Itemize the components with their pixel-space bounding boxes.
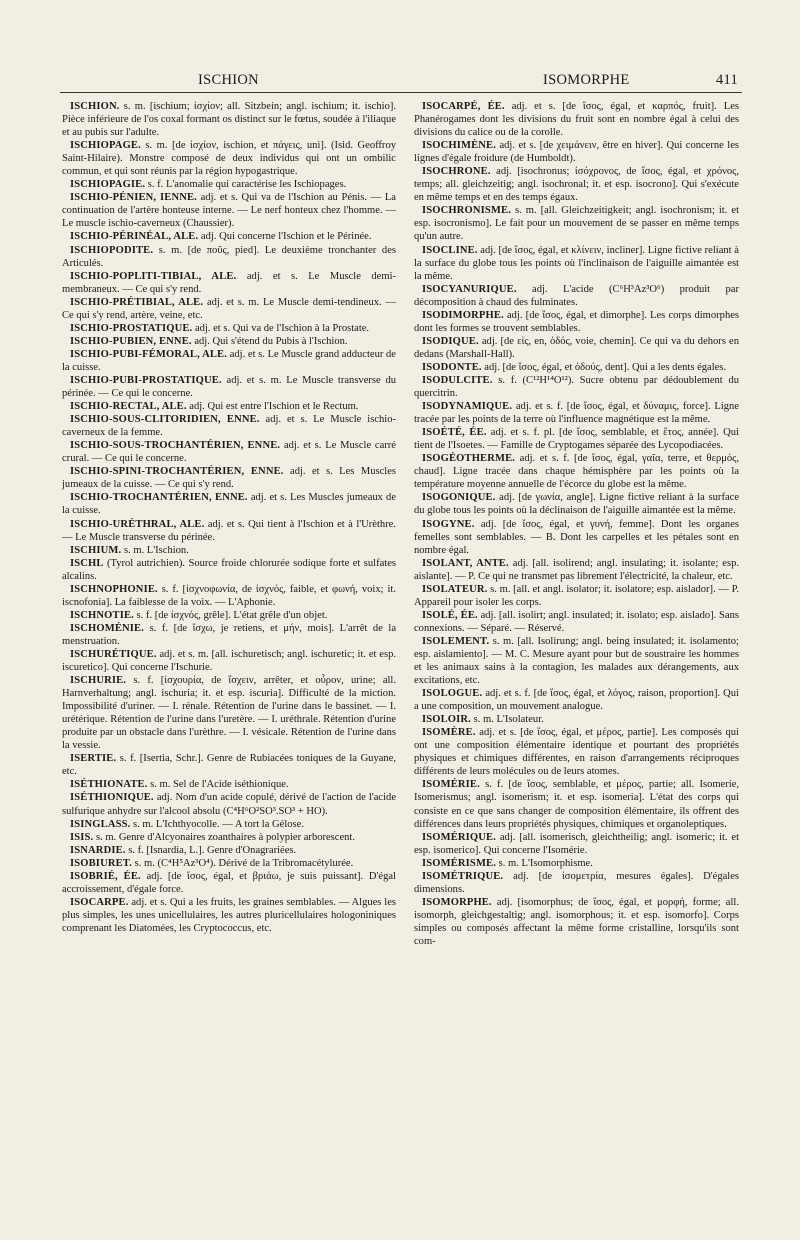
entry-definition: adj. L'acide (C⁶H³Az³O⁶) produit par décomposition à chaud des fulminates. [414, 283, 739, 308]
dictionary-entry [414, 361, 739, 374]
entry-headword: ISODULCITE. [422, 374, 493, 386]
dictionary-entry [62, 831, 396, 844]
entry-definition: s. m. [de ἰσχίον, ischion, et πάγεις, uni]. (Isid. Geoffroy Saint-Hilaire). Monstre composé de deux individus qui ont un ombilic commun, et qui sont réunis par la région hypogastrique. [62, 140, 396, 178]
entry-headword: ISOMÉRIQUE. [422, 831, 497, 843]
entry-definition: adj. et s. f. [de ἴσος, égal, γαῖα, terre, et θερμός, chaud]. Ligne tracée dans chaque hémisphère par les points où la température moyenne annuelle de l'écorce du globe est la même. [414, 453, 739, 491]
entry-headword: ISCHIOPODITE. [70, 244, 154, 256]
entry-headword: ISCHIO-PUBI-PROSTATIQUE. [70, 374, 222, 386]
entry-definition: adj. et s. f. [de ἴσος, égal, et δύναμις, force]. Ligne tracée par les points de la terre où l'influence magnétique est la même. [414, 401, 739, 426]
entry-definition: s. f. L'anomalie qui caractérise les Ischiopages. [145, 179, 347, 191]
entry-headword: ISCHIO-PÉNIEN, IENNE. [70, 192, 197, 204]
entry-headword: ISCHIO-SPINI-TROCHANTÉRIEN, ENNE. [70, 466, 284, 478]
entry-definition: adj. [isochronus; ἰσόχρονος, de ἴσος, égal, et χρόνος, temps; all. gleichzeitig; angl. isochronal; it. et esp. isocrono]. Qui s'exécute en même temps et en des temps égaux. [414, 166, 739, 204]
dictionary-entry [62, 178, 396, 191]
dictionary-entry [414, 609, 739, 635]
entry-headword: ISODIMORPHE. [422, 309, 504, 321]
entry-definition: adj. et s. m. Le Muscle transverse du périnée. — Ce qui le concerne. [62, 374, 396, 400]
dictionary-entry [62, 518, 396, 544]
entry-definition: s. m. (C⁴H⁵Az³O⁴). Dérivé de la Tribromacétylurée. [131, 857, 354, 869]
entry-headword: ISINGLASS. [70, 818, 131, 830]
entry-headword: ISODYNAMIQUE. [422, 401, 513, 413]
entry-definition: adj. [de ἴσος, égal, et κλίνειν, incliner]. Ligne fictive reliant à la surface du globe tous les points où l'inclinaison de l'aiguille aimantée est la même. [414, 244, 739, 282]
dictionary-entry [62, 270, 396, 296]
entry-definition: adj. et s. [de ἴσος, égal, et καρπός, fruit]. Les Phanérogames dont les divisions du fruit sont en nombre égal à celui des divisions du calice ou de la corolle. [414, 101, 739, 139]
entry-headword: ISÉTHIONATE. [70, 779, 148, 791]
dictionary-entry [62, 674, 396, 752]
entry-headword: ISODONTE. [422, 361, 482, 373]
entry-headword: ISCHIOPAGE. [70, 140, 141, 152]
entry-headword: ISCHIOPAGIE. [70, 179, 146, 191]
entry-definition: adj. et s. Les Muscles jumeaux de la cuisse. — Ce qui s'y rend. [62, 466, 396, 491]
dictionary-entry [62, 191, 396, 230]
right-guide-word: ISOMORPHE [543, 72, 630, 88]
entry-definition: adj. [de ἴσος, égal, et ὀδούς, dent]. Qui a les dents égales. [481, 361, 727, 373]
entry-headword: ISOLANT, ANTE. [422, 557, 509, 569]
entry-headword: ISOCARPÉ, ÉE. [422, 101, 505, 112]
entry-definition: s. m. [de ποῦς, pied]. Le deuxième tronchanter des Articulés. [62, 244, 396, 269]
left-guide-word: ISCHION [198, 72, 259, 88]
entry-definition: adj. et s. Le Muscle carré crural. — Ce qui le concerne. [62, 440, 396, 465]
entry-headword: ISODIQUE. [422, 335, 479, 347]
entry-definition: s. m. L'Isolateur. [470, 714, 544, 726]
entry-definition: adj. [de γωνία, angle]. Ligne fictive reliant à la surface du globe tous les points où la déclinaison de l'aiguille aimantée est la même. [414, 492, 739, 517]
dictionary-entry [62, 491, 396, 517]
dictionary-entry [414, 870, 739, 896]
page-number: 411 [716, 72, 739, 88]
entry-definition: s. f. [de ἴσχω, je retiens, et μήν, mois]. L'arrêt de la menstruation. [62, 622, 396, 647]
entry-definition: s. m. [all. Gleichzeitigkeit; angl. isochronism; it. et esp. isocronismo]. Le fait pour un mouvement de se passer en même temps qu'un autre. [414, 205, 739, 243]
entry-definition: adj. et s. Qui a les fruits, les graines semblables. — Algues les plus simples, les unes unicellulaires, les autres pluricellulaires hologoniniques comprenant les Diatomées, les Cryptococcus, etc. [62, 896, 396, 934]
dictionary-entry [62, 335, 396, 348]
dictionary-entry [62, 296, 396, 322]
entry-definition: adj. et s. m. Le Muscle demi-tendineux. — Ce qui s'y rend, artère, veine, etc. [62, 296, 396, 321]
entry-definition: adj. [de ἴσος, égal, et dimorphe]. Les corps dimorphes dont les formes se trouvent semblables. [414, 309, 739, 334]
entry-headword: ISOCHRONE. [422, 166, 491, 178]
dictionary-entry [62, 844, 396, 857]
entry-headword: ISCHIO-POPLITI-TIBIAL, ALE. [70, 270, 237, 282]
entry-definition: adj. et s. Qui va de l'Ischion au Pénis. — La continuation de l'artère honteuse interne. — Le nerf honteux chez l'homme. — Le muscle ischio-caverneux (Chaussier). [62, 192, 396, 230]
entry-headword: ISCHURÉTIQUE. [70, 648, 157, 660]
dictionary-entry [62, 439, 396, 465]
entry-definition: adj. [all. isomerisch, gleichtheilig; angl. isomeric; it. et esp. isomerico]. Qui concerne l'Isomérie. [414, 831, 739, 856]
entry-headword: ISCHURIE. [70, 675, 127, 687]
entry-headword: ISERTIE. [70, 753, 117, 765]
right-column [414, 100, 739, 948]
entry-definition: s. f. [Isertia, Schr.]. Genre de Rubiacées toniques de la Guyane, etc. [62, 753, 396, 778]
dictionary-entry [414, 204, 739, 243]
entry-definition: adj. et s. Qui va de l'Ischion à la Prostate. [192, 322, 370, 334]
dictionary-entry [414, 713, 739, 726]
dictionary-entry [414, 400, 739, 426]
entry-headword: ISOGYNE. [422, 518, 475, 530]
entry-headword: ISCHIO-TROCHANTÉRIEN, ENNE. [70, 492, 248, 504]
left-column [62, 100, 396, 935]
entry-definition: adj. et s. Qui tient à l'Ischion et à l'Urèthre. — Le Muscle transverse du périnée. [62, 518, 396, 543]
dictionary-entry [62, 648, 396, 674]
entry-headword: ISCHNOTIE. [70, 609, 134, 621]
entry-headword: ISNARDIE. [70, 844, 126, 856]
dictionary-entry [62, 348, 396, 374]
entry-definition: s. m. L'Ichthyocolle. — A tort la Gélose. [130, 818, 304, 830]
dictionary-entry [414, 557, 739, 583]
entry-headword: ISCHIO-PÉRINÉAL, ALE. [70, 231, 199, 243]
entry-headword: ISOGÉOTHERME. [422, 453, 516, 465]
dictionary-entry [414, 491, 739, 517]
entry-definition: s. m. Genre d'Alcyonaires zoanthaires à polypier arborescent. [93, 831, 355, 843]
entry-headword: ISCHION. [70, 101, 120, 112]
dictionary-entry [62, 400, 396, 413]
entry-definition: adj. Nom d'un acide copulé, dérivé de l'action de l'acide sulfurique anhydre sur l'alcool absolu (C⁴H⁶O²SO³.SO³ + HO). [62, 792, 396, 817]
entry-definition: s. f. [ἰσχνοφωνία, de ἰσχνός, faible, et φωνή, voix; it. iscnofonia]. La faiblesse de la voix. — L'Aphonie. [62, 583, 396, 608]
entry-headword: ISOCHRONISME. [422, 205, 511, 217]
entry-headword: ISOBIURET. [70, 857, 132, 869]
dictionary-entry [414, 583, 739, 609]
dictionary-entry [62, 244, 396, 270]
dictionary-entry [414, 778, 739, 830]
entry-headword: ISCHIO-PUBIEN, ENNE. [70, 335, 192, 347]
entry-headword: ISIS. [70, 831, 94, 843]
dictionary-entry [414, 518, 739, 557]
entry-definition: adj. [isomorphus; de ἴσος, égal, et μορφή, forme; all. isomorph, gleichgestaltig; angl. isomorphous; it. et esp. isomorfo]. Corps simples ou composés affectant la même forme cristalline, lorsqu'ils sont com- [414, 896, 739, 947]
dictionary-entry [62, 139, 396, 178]
entry-definition: adj. Qui s'étend du Pubis à l'Ischion. [191, 335, 348, 347]
entry-definition: s. m. L'Isomorphisme. [496, 857, 593, 869]
entry-definition: adj. Qui est entre l'Ischion et le Rectum. [186, 401, 359, 413]
entry-headword: ISOMORPHE. [422, 896, 492, 908]
entry-definition: adj. et s. f. [de ἴσος, égal, et λόγος, raison, proportion]. Qui a une composition, un mouvement analogue. [414, 688, 739, 713]
dictionary-entry [62, 374, 396, 400]
entry-definition: adj. [all. isolirend; angl. insulating; it. isolante; esp. aislante]. — P. Ce qui ne transmet pas librement l'électricité, la chaleur, etc. [414, 557, 739, 582]
dictionary-entry [414, 426, 739, 452]
dictionary-entry [62, 896, 396, 935]
entry-definition: adj. [de ἴσος, égal, et βριάω, je suis puissant]. D'égal accroissement, d'égale force. [62, 870, 396, 895]
dictionary-entry [62, 544, 396, 557]
entry-headword: ISOCYANURIQUE. [422, 283, 517, 295]
entry-headword: ISOCARPE. [70, 896, 129, 908]
dictionary-entry [62, 870, 396, 896]
dictionary-entry [414, 100, 739, 139]
dictionary-entry [414, 896, 739, 948]
dictionary-entry [414, 831, 739, 857]
entry-definition: s. m. L'Ischion. [121, 544, 189, 556]
entry-headword: ISCHIO-SOUS-CLITORIDIEN, ENNE. [70, 414, 260, 426]
entry-headword: ISCHL [70, 557, 104, 569]
entry-definition: adj. Qui concerne l'Ischion et le Périnée. [198, 231, 372, 243]
dictionary-entry [414, 452, 739, 491]
header-rule [60, 92, 742, 93]
entry-headword: ISCHIO-URÉTHRAL, ALE. [70, 518, 205, 530]
entry-headword: ISOLOGUE. [422, 688, 483, 700]
entry-definition: s. m. [ischium; ἰσχίον; all. Sitzbein; angl. ischium; it. ischio]. Pièce inférieure de l'os coxal formant os distinct sur le fœtus, soudée à l'iliaque et au pubis sur l'adulte. [62, 101, 396, 139]
entry-definition: s. m. Sel de l'Acide iséthionique. [147, 779, 289, 791]
dictionary-entry [62, 100, 396, 139]
dictionary-entry [414, 635, 739, 687]
dictionary-entry [62, 791, 396, 817]
running-head [0, 72, 800, 94]
entry-headword: ISCHIO-PRÉTIBIAL, ALE. [70, 296, 204, 308]
dictionary-entry [62, 778, 396, 791]
dictionary-entry [62, 857, 396, 870]
dictionary-entry [62, 752, 396, 778]
entry-headword: ISOGONIQUE. [422, 492, 496, 504]
dictionary-entry [62, 413, 396, 439]
entry-definition: s. f. [ἰσχουρία, de ἴσχειν, arrêter, et οὖρον, urine; all. Harnverhaltung; angl. ischuria; it. et esp. iscuria]. Difficulté de la miction. Impossibilité d'uriner. — I. rénale. Rétention de l'urine dans le bassinet. — I. urétérique. Rétention de l'urine dans l'uretère. — I. uréthrale. Rétention d'urine produite par un obstacle dans l'urèthre. — I. vésicale. Rétention de l'urine dans la vessie. [62, 675, 396, 752]
dictionary-entry [62, 465, 396, 491]
entry-headword: ISCHNOPHONIE. [70, 583, 158, 595]
entry-definition: adj. et s. Le Muscle ischio-caverneux de la femme. [62, 414, 396, 439]
entry-definition: adj. [de εἰς, en, ὁδός, voie, chemin]. Ce qui va du dehors en dedans (Marshall-Hall). [414, 335, 739, 360]
entry-definition: adj. et s. m. [all. ischuretisch; angl. ischuretic; it. et esp. iscuretico]. Qui concerne l'Ischurie. [62, 648, 396, 674]
dictionary-entry [414, 374, 739, 400]
entry-headword: ISOCLINE. [422, 244, 478, 256]
entry-headword: ISOBRIÉ, ÉE. [70, 870, 141, 882]
entry-definition: s. m. [all. Isolirung; angl. being insulated; it. isolamento; esp. aislamiento]. — M. C. Mesure ayant pour but de soustraire les hommes et les animaux sains à la contagion, les malades aux dérangements, aux excitations, etc. [414, 635, 739, 687]
entry-definition: adj. et s. f. pl. [de ἴσος, semblable, et ἔτος, année]. Qui tient de l'Isoetes. — Famille de Cryptogames séparée des Lycopodiacées. [414, 427, 739, 452]
entry-definition: adj. et s. [de χειμάνειν, être en hiver]. Qui concerne les lignes d'égale froidure (de Humboldt). [414, 140, 739, 165]
entry-headword: ISCHIO-PUBI-FÉMORAL, ALE. [70, 348, 228, 360]
dictionary-entry [414, 309, 739, 335]
dictionary-entry [414, 165, 739, 204]
entry-headword: ISCHIO-RECTAL, ALE. [70, 401, 187, 413]
entry-definition: s. f. (C¹²H¹⁴O¹²). Sucre obtenu par dédoublement du quercitrin. [414, 374, 739, 400]
entry-headword: ISCHIUM. [70, 544, 122, 556]
dictionary-entry [414, 857, 739, 870]
entry-headword: ISOLEMENT. [422, 635, 490, 647]
entry-definition: adj. et s. Le Muscle grand adducteur de la cuisse. [62, 348, 396, 373]
dictionary-entry [414, 335, 739, 361]
entry-headword: ISOMÈRE. [422, 727, 476, 739]
entry-definition: s. f. [de ἴσος, semblable, et μέρος, partie; all. Isomerie, Isomerismus; angl. isomerism; it. et esp. isomeria]. L'état des corps qui consiste en ce que sans changer de composition élémentaire, ils offrent des différences dans leurs propriétés physiques, chimiques et organoleptiques. [414, 779, 739, 830]
entry-definition: adj. et s. [de ἴσος, égal, et μέρος, partie]. Les composés qui ont une composition élémentaire identique et pourtant des propriétés physiques et chimiques différentes, en raison d'arrangements réciproques différents de leurs molécules ou de leurs atomes. [414, 727, 739, 778]
entry-definition: (Tyrol autrichien). Source froide chlorurée sodique forte et sulfates alcalins. [62, 557, 396, 582]
dictionary-entry [62, 557, 396, 583]
entry-headword: ISCHIO-SOUS-TROCHANTÉRIEN, ENNE. [70, 440, 281, 452]
dictionary-entry [414, 726, 739, 778]
dictionary-entry [414, 283, 739, 309]
entry-definition: adj. [de ἰσομετρία, mesures égales]. D'égales dimensions. [414, 870, 739, 895]
entry-definition: adj. et s. Les Muscles jumeaux de la cuisse. [62, 492, 396, 517]
entry-headword: ISOMÉTRIQUE. [422, 870, 504, 882]
dictionary-entry [414, 244, 739, 283]
dictionary-entry [62, 609, 396, 622]
entry-definition: adj. [de ἴσος, égal, et γυνή, femme]. Dont les organes femelles sont semblables. — B. Dont les carpelles et les pétales sont en nombre égal. [414, 518, 739, 556]
entry-definition: adj. et s. Le Muscle demi-membraneux. — Ce qui s'y rend. [62, 270, 397, 295]
entry-headword: ISÉTHIONIQUE. [70, 792, 154, 804]
dictionary-entry [62, 622, 396, 648]
dictionary-entry [62, 322, 396, 335]
entry-headword: ISOLÉ, ÉE. [422, 609, 478, 621]
entry-definition: s. m. [all. et angl. isolator; it. isolatore; esp. aislador]. — P. Appareil pour isoler les corps. [414, 583, 739, 608]
entry-headword: ISOCHIMÈNE. [422, 140, 497, 152]
dictionary-entry [62, 230, 396, 243]
entry-headword: ISOLOIR. [422, 714, 471, 726]
entry-headword: ISCHIO-PROSTATIQUE. [70, 322, 193, 334]
dictionary-entry [62, 583, 396, 609]
entry-definition: s. f. [de ἰσχνός, grêle]. L'état grêle d'un objet. [133, 609, 328, 621]
entry-headword: ISOÉTÉ, ÉE. [422, 427, 487, 439]
dictionary-entry [414, 687, 739, 713]
entry-headword: ISOLATEUR. [422, 583, 488, 595]
entry-headword: ISOMÉRISME. [422, 857, 497, 869]
entry-headword: ISOMÉRIE. [422, 779, 480, 791]
dictionary-entry [62, 818, 396, 831]
entry-definition: adj. [all. isolirt; angl. insulated; it. isolato; esp. aislado]. Sans connexions. — Séparé. — Réservé. [414, 609, 739, 634]
entry-definition: s. f. [Isnardia, L.]. Genre d'Onagrariées. [125, 844, 297, 856]
entry-headword: ISCHOMÉNIE. [70, 622, 145, 634]
dictionary-entry [414, 139, 739, 165]
